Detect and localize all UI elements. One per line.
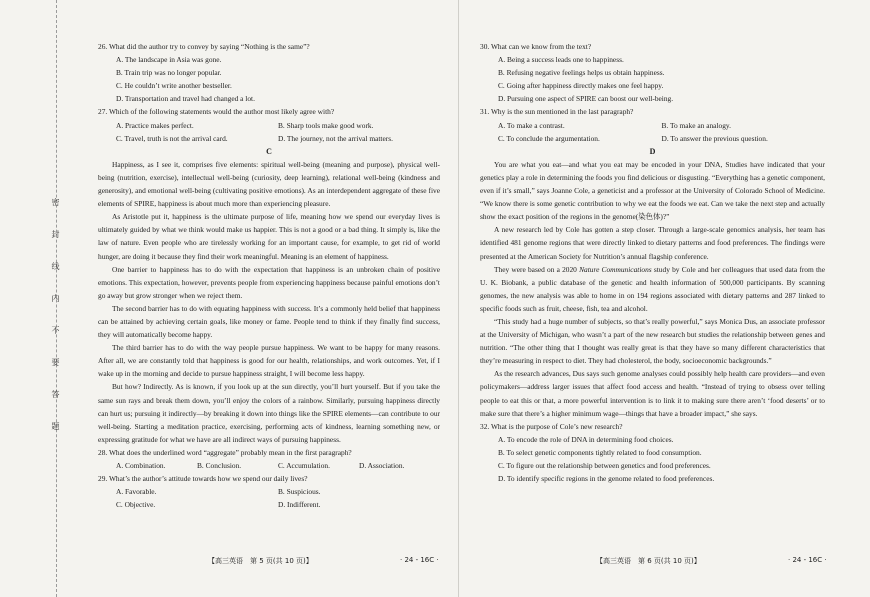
question-29-options-row [98, 498, 440, 511]
left-page-footer-code: · 24 - 16C · [400, 556, 439, 564]
question-27-option: C. Travel, truth is not the arrival card. [116, 133, 228, 143]
question-26-option: C. He couldn’t write another bestseller. [116, 81, 232, 91]
question-28-option: A. Combination. [116, 461, 166, 470]
journal-title: Nature Communications [579, 264, 652, 274]
paragraph-text: They were based on a 2020 [494, 264, 580, 274]
binding-margin [0, 0, 62, 597]
section-c-heading: C [266, 146, 272, 156]
question-27-stem: 27. Which of the following statements would the author most likely agree with? [98, 107, 335, 117]
right-page-column [480, 40, 825, 485]
question-29-options-row [98, 485, 440, 498]
question-28-option: B. Conclusion. [197, 461, 242, 470]
question-26-stem: 26. What did the author try to convey by saying “Nothing is the same”? [98, 42, 310, 51]
seal-char: 答 [51, 390, 60, 398]
passage-c-paragraph: As Aristotle put it, happiness is the ultimate purpose of life, meaning how we spend our everyday lives is ultimately guided by what we think would make us happier. This is not a good or a bad thing. It simply is, like the law of nature. Even people who are tirelessly working for an important cause, for example, to get rid of world hunger, are doing it because they find their work meaningful. Meaning is an element of happiness. [98, 212, 440, 261]
question-28-options-row [98, 459, 440, 472]
passage-c-paragraph: The third barrier has to do with the way people pursue happiness. We want to be happy for many reasons. After all, we are constantly told that happiness is good for our health, relationships, and work outcomes. Yet, if I wake up in the morning and decide to pursue happiness straight, I will become less happy. [98, 343, 440, 379]
seal-char: 密 [51, 198, 60, 206]
question-30-option: C. Going after happiness directly makes one feel happy. [498, 81, 664, 91]
passage-c-paragraph: Happiness, as I see it, comprises five elements: spiritual well-being (meaning and purpose), physical well-being (nutrition, exercise), intellectual well-being (curiosity, deep learning), relational well-being (kindness and generosity), and emotional well-being (cultivating positive emotions). As an interdependent aggregate of these five elements of SPIRE, happiness is about much more than experiencing pleasure. [98, 159, 440, 209]
seal-char: 题 [51, 422, 60, 430]
question-28-option: D. Association. [359, 461, 405, 470]
question-31-option: D. To answer the previous question. [661, 133, 768, 143]
question-28-option: C. Accumulation. [278, 461, 330, 470]
right-page-footer-code: · 24 - 16C · [788, 556, 827, 564]
passage-d-paragraph: “This study had a huge number of subjects, so that’s really powerful,” says Monica Dus, an associate professor at the University of Michigan, who wasn’t a part of the new research but studies the relationship between genes and nutrition. “The other thing that I thought was really great is that they have so many different characteristics that they’re measuring in respect to diet. They had cholesterol, the body, socioeconomic backgrounds.” [480, 316, 825, 366]
question-27-option: D. The journey, not the arrival matters. [278, 133, 393, 143]
question-29-option: C. Objective. [116, 500, 156, 510]
question-29-stem: 29. What’s the author’s attitude towards how we spend our daily lives? [98, 474, 308, 484]
passage-d-paragraph [480, 263, 825, 315]
seal-char: 封 [51, 230, 60, 238]
question-29-option: D. Indifferent. [278, 500, 321, 510]
passage-d-paragraph: As the research advances, Dus says such genome analyses could possibly help health care providers—and even policymakers—address larger issues that affect food access and health. “Instead of trying to obsess over telling people to eat this or that, a more powerful intervention is to link it to making sure there aren’t ‘food deserts’ or to make sure that there’s a higher minimum wage—things that have a broader impact,” she says. [480, 369, 825, 418]
seal-char: 内 [51, 294, 60, 302]
question-30-option: A. Being a success leads one to happiness. [498, 55, 624, 65]
question-31-option: C. To conclude the argumentation. [498, 133, 600, 143]
passage-c-paragraph: One barrier to happiness has to do with the expectation that happiness is an unbroken chain of positive emotions. This expectation, however, prevents people from experiencing happiness because painful emotions don’t go away but grow stronger when we reject them. [98, 264, 440, 300]
section-d-heading: D [649, 146, 656, 156]
right-page-footer-label: 【高三英语 第 6 页(共 10 页)】 [596, 557, 701, 565]
question-26-option: B. Train trip was no longer popular. [116, 68, 222, 78]
question-31-options-row [480, 132, 825, 145]
page-divider [458, 0, 459, 597]
left-page-column [98, 40, 440, 511]
paragraph-text: study by Cole and her colleagues that used data from the U. K. Biobank, a public database of the genetic and health information of 500,000 participants. By scanning genomes, the new analysis was able to home in on 194 regions associated with dietary patterns and 287 linked to specific foods such as fruit, cheese, fish, tea and alcohol. [480, 264, 825, 313]
passage-d-paragraph: A new research led by Cole has gotten a step closer. Through a large-scale genomics analysis, her team has identified 481 genome regions that were directly linked to dietary patterns and food preferences. The findings were presented at the American Society for Nutrition’s annual flagship conference. [480, 225, 825, 261]
question-32-option: C. To figure out the relationship between genetics and food preferences. [498, 461, 711, 470]
question-30-option: D. Pursuing one aspect of SPIRE can boost our well-being. [498, 94, 674, 104]
left-page-footer-label: 【高三英语 第 5 页(共 10 页)】 [208, 557, 313, 565]
seal-char: 不 [51, 326, 60, 334]
seal-char: 要 [51, 358, 60, 366]
question-31-option: A. To make a contrast. [498, 120, 565, 130]
question-28-stem: 28. What does the underlined word “aggregate” probably mean in the first paragraph? [98, 447, 352, 457]
question-30-option: B. Refusing negative feelings helps us obtain happiness. [498, 68, 665, 78]
question-31-option: B. To make an analogy. [661, 120, 731, 130]
question-26-option: A. The landscape in Asia was gone. [116, 55, 222, 65]
question-29-option: A. Favorable. [116, 487, 157, 497]
question-29-option: B. Suspicious. [278, 487, 321, 497]
question-31-options-row [480, 119, 825, 132]
question-27-option: A. Practice makes perfect. [116, 120, 194, 130]
seal-char: 线 [51, 262, 60, 270]
question-27-options-row [98, 119, 440, 132]
question-32-option: B. To select genetic components tightly related to food consumption. [498, 447, 702, 457]
passage-c-paragraph: But how? Indirectly. As is known, if you look up at the sun directly, you’ll hurt yourself. But if you take the same sun rays and break them down, you’ll enjoy the colors of a rainbow. Similarly, pursuing happiness directly can hurt us; pursuing it indirectly—by breaking it down into things like the SPIRE elements—can contribute to our well-being. Starting a meditation practice, exercising, performing acts of kindness, learning something new, or expressing gratitude for what we have are all indirect ways of pursuing happiness. [98, 382, 440, 444]
passage-c-paragraph: The second barrier has to do with equating happiness with success. It’s a commonly held belief that happiness can be attained by achieving certain goals, like money or fame. People tend to think if they finally find success, they will automatically become happy. [98, 303, 440, 340]
question-32-option: D. To identify specific regions in the genome related to food preferences. [498, 474, 715, 484]
question-27-options-row [98, 132, 440, 145]
question-30-stem: 30. What can we know from the text? [480, 42, 592, 51]
question-26-option: D. Transportation and travel had changed a lot. [116, 94, 255, 104]
question-31-stem: 31. Why is the sun mentioned in the last paragraph? [480, 107, 634, 117]
question-32-option: A. To encode the role of DNA in determining food choices. [498, 434, 674, 444]
passage-d-paragraph: You are what you eat—and what you eat may be encoded in your DNA, Studies have indicated that your genetics play a role in determining the foods you find delicious or disgusting. “Everything has a genetic component, even if it’s small,” says Joanne Cole, a geneticist and a professor at the University of Colorado School of Medicine. “We know there is some genetic contribution to why we eat the foods we eat. Can we take the next step and actually show the exact position of the regions in the genome(染色体)?” [480, 159, 825, 222]
question-32-stem: 32. What is the purpose of Cole’s new research? [480, 421, 623, 431]
question-27-option: B. Sharp tools make good work. [278, 120, 374, 130]
